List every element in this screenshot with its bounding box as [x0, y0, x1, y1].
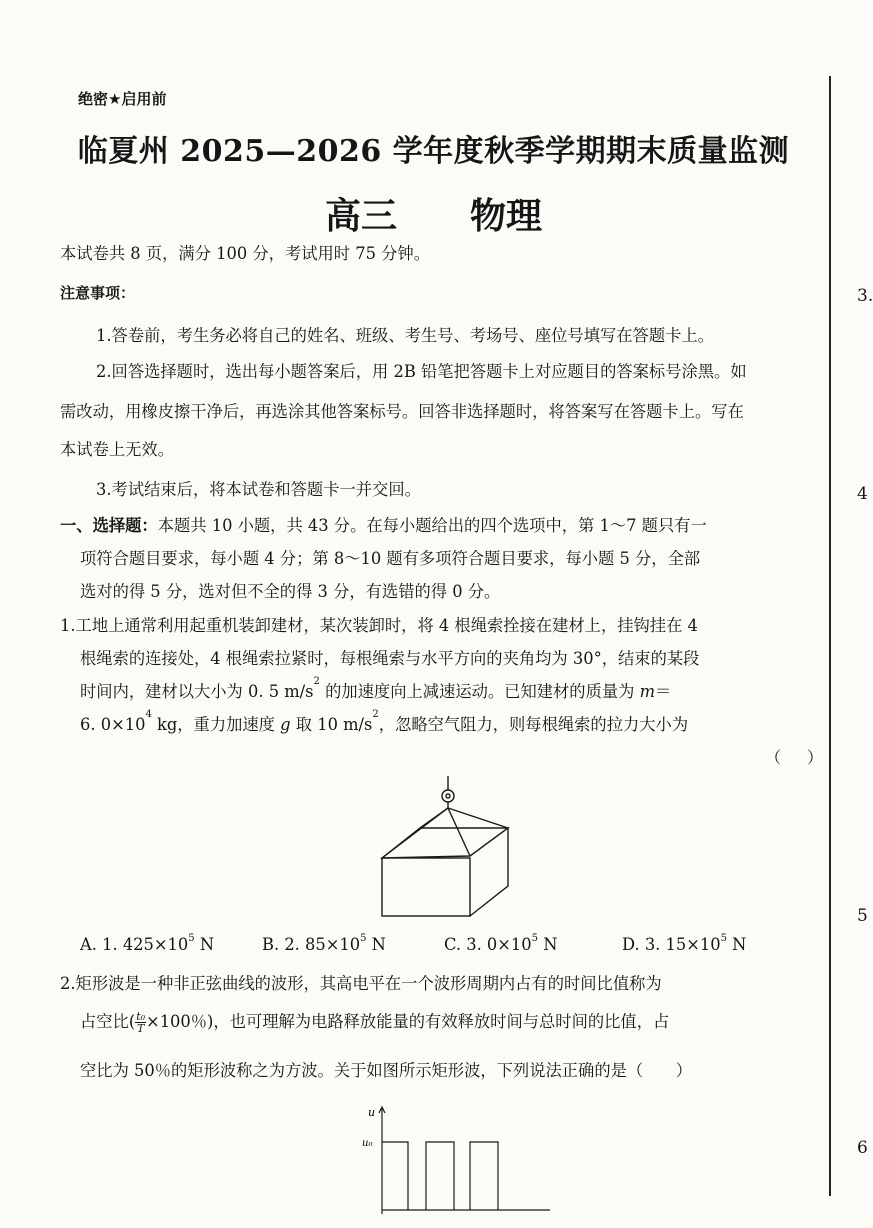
notice-item: 本试卷上无效。: [60, 440, 174, 459]
option-c[interactable]: C. 3. $0\times 10^5$ N: [444, 933, 558, 954]
exam-subtitle: [0, 188, 867, 239]
section-heading: [60, 512, 707, 536]
duty-cycle-fraction: $\frac{\text{t₀}}{T}$: [136, 1010, 146, 1035]
notice-item: 1.答卷前，考生务必将自己的姓名、班级、考生号、考场号、座位号填写在答题卡上。: [96, 326, 714, 345]
question-2-text: 2.矩形波是一种非正弦曲线的波形，其高电平在一个波形周期内占有的时间比值称为: [60, 974, 662, 993]
section-text: 选对的得 5 分，选对但不全的得 3 分，有选错的得 0 分。: [80, 582, 501, 601]
margin-question-number: 5: [857, 906, 868, 926]
question-1-text: 时间内，建材以大小为 0. 5 $m/s^2$ 的加速度向上减速运动。已知建材的质量为 m＝: [80, 676, 672, 701]
exam-title: 临夏州 2025—2026 学年度秋季学期期末质量监测: [77, 134, 790, 169]
notice-item: 2.回答选择题时，选出每小题答案后，用 2B 铅笔把答题卡上对应题目的答案标号涂黑。如: [96, 362, 747, 381]
margin-question-number: 3.: [857, 286, 873, 306]
section-text: 项符合题目要求，每小题 4 分；第 8～10 题有多项符合题目要求，每小题 5 分，全部: [80, 549, 701, 568]
graph-axis-label-u: u: [368, 1106, 376, 1119]
graph-axis-label-u0: u₀: [362, 1138, 373, 1149]
page-margin-rule: [829, 76, 831, 1196]
crane-hook-crate-figure: [376, 776, 516, 926]
option-d[interactable]: D. 3. $15\times 10^5$ N: [622, 933, 747, 954]
notice-item: 3.考试结束后，将本试卷和答题卡一并交回。: [96, 480, 421, 499]
question-1-text: 6. $0\times 10^4$ kg，重力加速度 g 取 10 $m/s^2$，忽略空气阻力，则每根绳索的拉力大小为: [80, 709, 689, 734]
subject-label: 物理: [470, 195, 543, 237]
section-text: 本题共 10 小题，共 43 分。在每小题给出的四个选项中，第 1～7 题只有一: [157, 516, 707, 535]
option-a[interactable]: A. 1. $425\times 10^5$ N: [80, 933, 215, 954]
notice-heading: 注意事项：: [60, 284, 136, 302]
option-b[interactable]: B. 2. $85\times 10^5$ N: [262, 933, 386, 954]
rectangular-wave-graph: [360, 1104, 560, 1218]
question-1-text: 根绳索的连接处，4 根绳索拉紧时，每根绳索与水平方向的夹角均为 30°，结束的某段: [80, 649, 700, 668]
answer-bracket: （）: [765, 748, 850, 767]
question-2-text: 空比为 50％的矩形波称之为方波。关于如图所示矩形波，下列说法正确的是（ ）: [80, 1061, 693, 1080]
grade-label: 高三: [324, 195, 397, 237]
section-label: 一、选择题：: [60, 516, 158, 535]
margin-question-number: 4: [857, 484, 868, 504]
exam-intro: 本试卷共 8 页，满分 100 分，考试用时 75 分钟。: [60, 244, 430, 263]
notice-item: 需改动，用橡皮擦干净后，再选涂其他答案标号。回答非选择题时，将答案写在答题卡上。写在: [60, 402, 744, 421]
margin-question-number: 6: [857, 1138, 868, 1158]
question-2-text: 占空比( $\frac{\text{t₀}}{T}$ ×100％)，也可理解为电路释放能量的有效释放时间与总时间的比值，占: [80, 1010, 670, 1035]
confidential-mark: 绝密★启用前: [78, 90, 167, 108]
question-1-text: 1.工地上通常利用起重机装卸建材，某次装卸时，将 4 根绳索拴接在建材上，挂钩挂在 4: [60, 616, 698, 635]
